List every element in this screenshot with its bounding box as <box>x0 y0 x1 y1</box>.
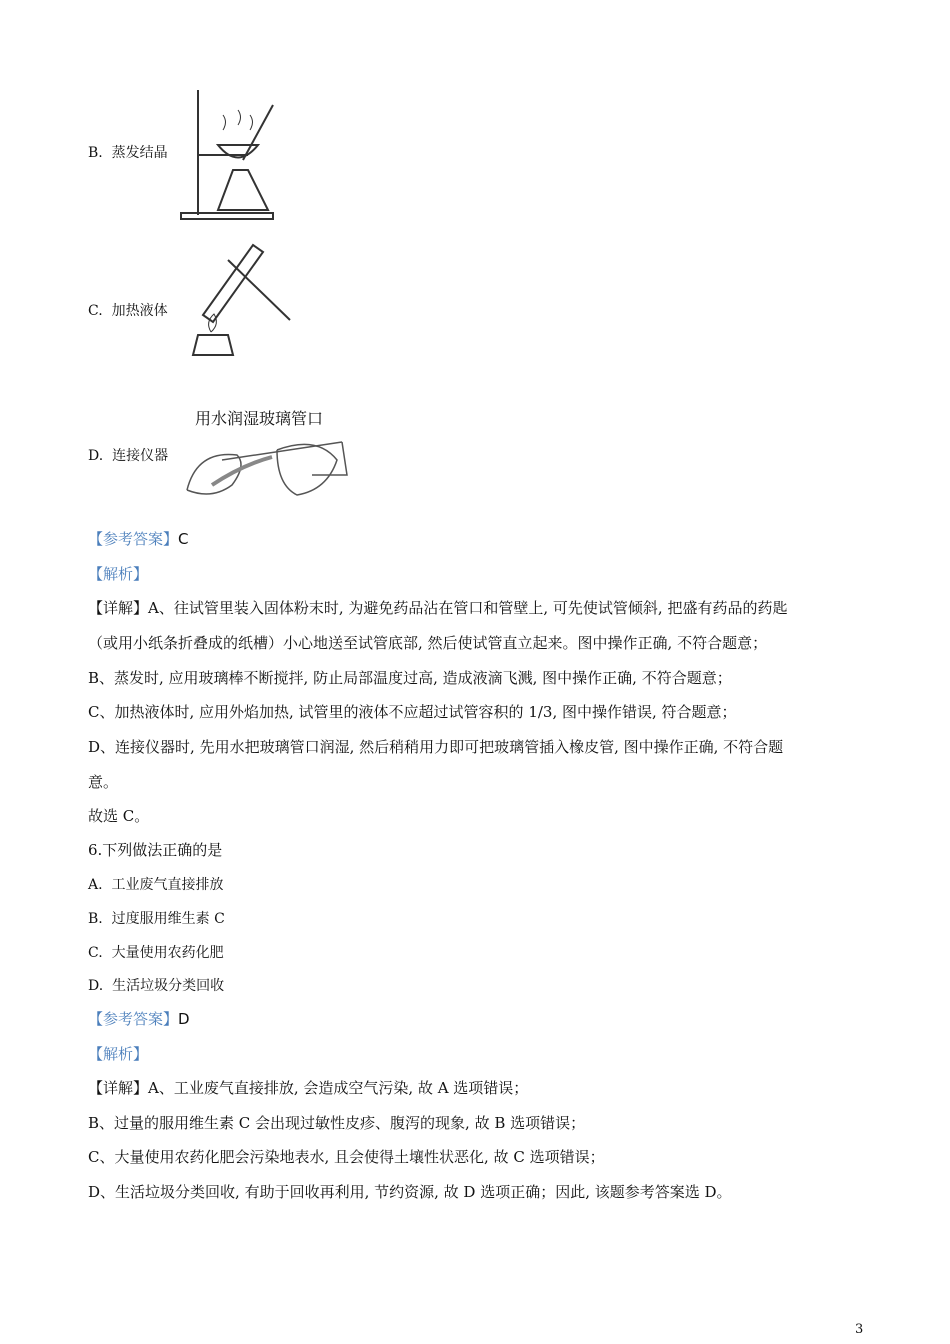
answer-value: D <box>178 1010 190 1028</box>
analysis-tag: 【解析】 <box>88 565 149 583</box>
option-label: B. <box>88 911 103 927</box>
detail-line: D、连接仪器时, 先用水把玻璃管口润湿, 然后稍稍用力即可把玻璃管插入橡皮管, 图中操作正确, 不符合题 <box>88 738 784 756</box>
detail-line: B、过量的服用维生素 C 会出现过敏性皮疹、腹泻的现象, 故 B 选项错误； <box>88 1114 586 1132</box>
detail-tag: 【详解】 <box>88 599 149 617</box>
conclusion-line: 故选 C。 <box>88 807 150 825</box>
option-text: 大量使用农药化肥 <box>111 945 224 961</box>
detail-line: B、蒸发时, 应用玻璃棒不断搅拌, 防止局部温度过高, 造成液滴飞溅, 图中操作正确, 不符合题意； <box>88 669 732 687</box>
question-stem: 6.下列做法正确的是 <box>88 841 223 859</box>
heating-liquid-figure <box>178 240 298 360</box>
evaporation-apparatus-figure <box>178 85 288 225</box>
page-number: 3 <box>855 1322 864 1337</box>
option-d <box>88 976 224 996</box>
option-a <box>88 875 223 895</box>
detail-line: C、大量使用农药化肥会污染地表水, 且会使得土壤性状恶化, 故 C 选项错误； <box>88 1148 605 1166</box>
option-text: 工业废气直接排放 <box>111 877 224 893</box>
detail-line <box>88 598 787 618</box>
option-b <box>88 909 225 929</box>
option-label: D. <box>88 978 104 994</box>
option-b <box>88 143 168 163</box>
option-text: 生活垃圾分类回收 <box>112 978 225 994</box>
option-label: C. <box>88 945 103 961</box>
option-c <box>88 943 224 963</box>
answer-line <box>88 529 189 549</box>
detail-line: 意。 <box>88 773 119 791</box>
detail-line <box>88 1078 528 1098</box>
detail-line: D、生活垃圾分类回收, 有助于回收再利用, 节约资源, 故 D 选项正确；因此, 该题参考答案选 D。 <box>88 1183 732 1201</box>
detail-line: （或用小纸条折叠成的纸槽）小心地送至试管底部, 然后使试管直立起来。图中操作正确, 不符合题意； <box>88 634 768 652</box>
option-text: 蒸发结晶 <box>111 145 168 161</box>
answer-tag: 【参考答案】 <box>88 530 179 548</box>
figure-caption: 用水润湿玻璃管口 <box>195 409 324 428</box>
answer-line <box>88 1009 190 1029</box>
option-c <box>88 301 168 321</box>
answer-tag: 【参考答案】 <box>88 1010 179 1028</box>
analysis-tag: 【解析】 <box>88 1045 149 1063</box>
option-text: 加热液体 <box>111 303 168 319</box>
option-text: 连接仪器 <box>112 448 169 464</box>
option-label: D. <box>88 448 104 464</box>
option-label: A. <box>88 877 103 893</box>
detail-tag: 【详解】 <box>88 1079 149 1097</box>
option-text: 过度服用维生素 C <box>111 911 225 927</box>
option-d <box>88 446 168 466</box>
detail-text: A、往试管里装入固体粉末时, 为避免药品沾在管口和管壁上, 可先使试管倾斜, 把盛有药品的药匙 <box>148 599 788 617</box>
detail-line: C、加热液体时, 应用外焰加热, 试管里的液体不应超过试管容积的 1/3, 图中操作错误, 符合题意； <box>88 703 737 721</box>
option-label: C. <box>88 303 103 319</box>
connecting-apparatus-figure <box>182 430 352 500</box>
option-label: B. <box>88 145 103 161</box>
detail-text: A、工业废气直接排放, 会造成空气污染, 故 A 选项错误； <box>148 1079 529 1097</box>
answer-value: C <box>178 530 189 548</box>
